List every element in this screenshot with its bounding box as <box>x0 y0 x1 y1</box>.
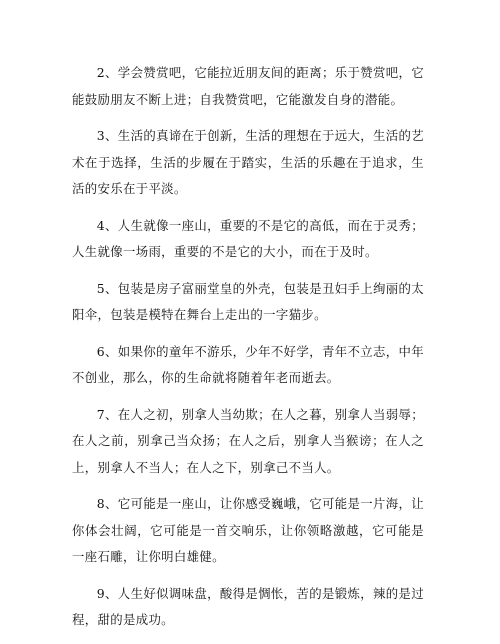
paragraph-6: 6、如果你的童年不游乐，少年不好学，青年不立志，中年不创业，那么，你的生命就将随着年老而逝去。 <box>72 343 424 385</box>
paragraph-5: 5、包装是房子富丽堂皇的外壳，包装是丑妇手上绚丽的太阳伞，包装是模特在舞台上走出的一字猫步。 <box>72 280 424 322</box>
paragraph-3: 3、生活的真谛在于创新，生活的理想在于远大，生活的艺术在于选择，生活的步履在于踏实，生活的乐趣在于追求，生活的安乐在于平淡。 <box>72 128 424 196</box>
paragraph-4: 4、人生就像一座山，重要的不是它的高低，而在于灵秀；人生就像一场雨，重要的不是它的大小，而在于及时。 <box>72 217 424 259</box>
paragraph-8: 8、它可能是一座山，让你感受巍峨，它可能是一片海，让你体会壮阔，它可能是一首交响乐，让你领略激越，它可能是一座石雕，让你明白雄健。 <box>72 496 424 564</box>
document-body <box>72 60 424 644</box>
paragraph-7: 7、在人之初，别拿人当幼欺；在人之暮，别拿人当弱辱；在人之前，别拿己当众扬；在人之后，别拿人当猴谤；在人之上，别拿人不当人；在人之下，别拿己不当人。 <box>72 406 424 475</box>
paragraph-9: 9、人生好似调味盘，酸得是惆怅，苦的是锻炼，辣的是过程，甜的是成功。 <box>72 585 424 627</box>
paragraph-2: 2、学会赞赏吧，它能拉近朋友间的距离；乐于赞赏吧，它能鼓励朋友不断上进；自我赞赏吧，它能激发自身的潜能。 <box>72 65 424 107</box>
